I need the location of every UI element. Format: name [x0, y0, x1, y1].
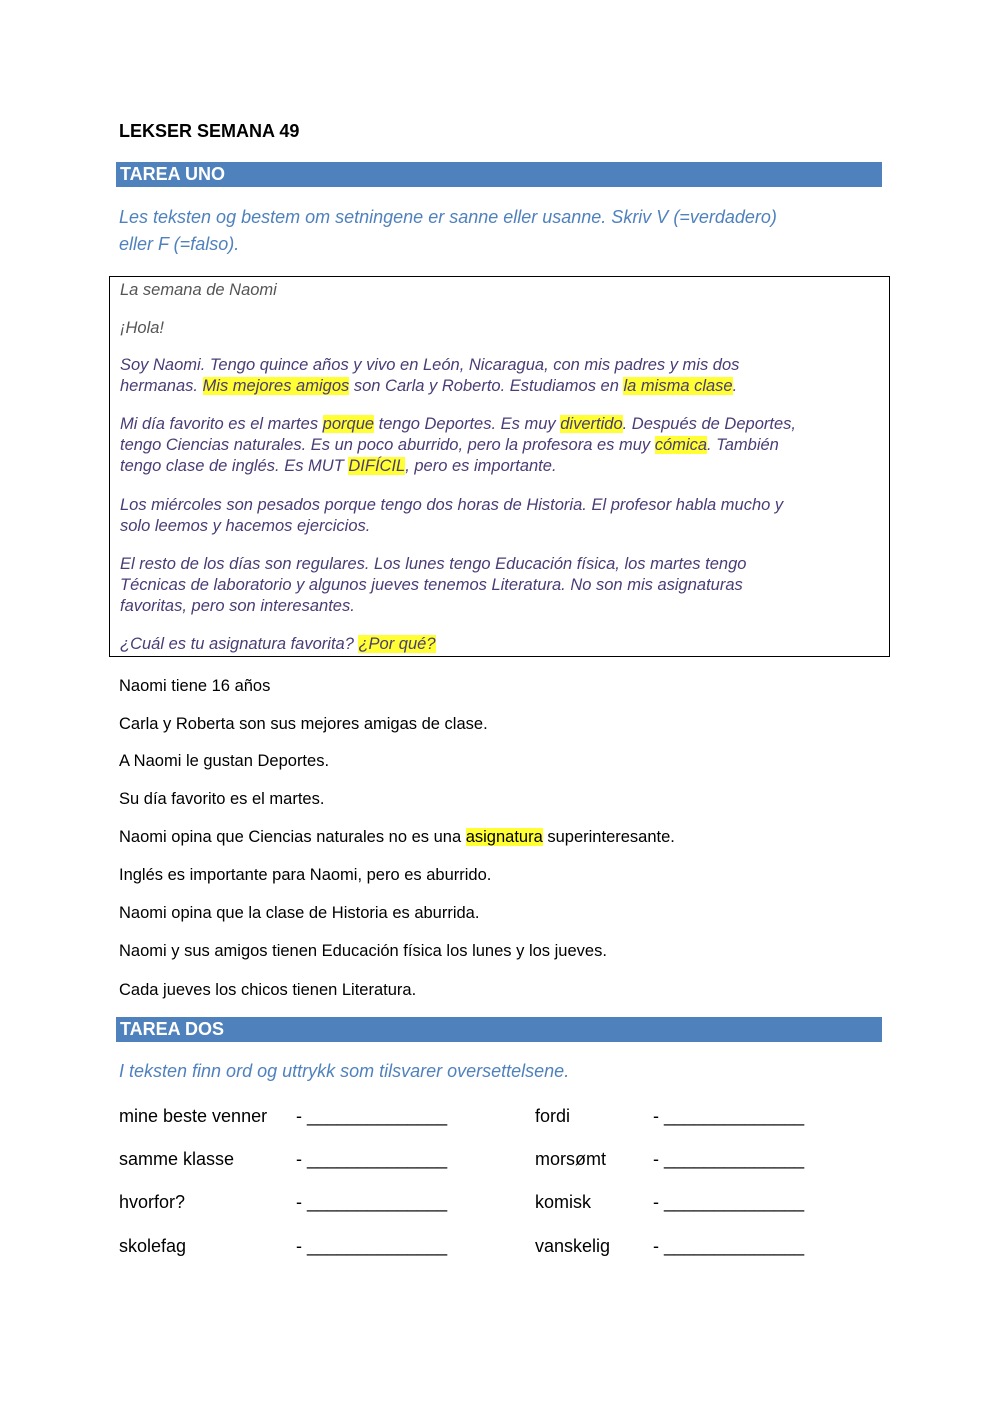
text-paragraph-4	[120, 554, 880, 617]
text-paragraph-3	[120, 495, 880, 537]
highlight-divertido: divertido	[560, 415, 623, 433]
statement-2: Carla y Roberta son sus mejores amigas de clase.	[119, 715, 488, 733]
page-title: LEKSER SEMANA 49	[119, 121, 300, 141]
statement-9: Cada jueves los chicos tienen Literatura.	[119, 981, 417, 999]
text-run: .	[732, 377, 738, 395]
text-run: Naomi opina que Ciencias naturales no es una	[119, 828, 466, 846]
highlight-la-misma-clase: la misma clase	[623, 377, 733, 395]
vocab-blank-2[interactable]: - ______________	[296, 1149, 448, 1169]
vocab-word-6: morsømt	[535, 1149, 606, 1169]
task2-instruction: I teksten finn ord og uttrykk som tilsvarer oversettelsene.	[119, 1061, 570, 1081]
text-run: Mi día favorito es el martes	[120, 415, 323, 433]
highlight-por-que: ¿Por qué?	[358, 635, 436, 653]
text-run: . También	[707, 436, 779, 454]
paragraph-line: favoritas, pero son interesantes.	[120, 597, 355, 615]
highlight-porque: porque	[322, 415, 375, 433]
paragraph-line: El resto de los días son regulares. Los lunes tengo Educación física, los martes tengo	[120, 555, 747, 573]
vocab-blank-8[interactable]: - ______________	[653, 1236, 805, 1256]
highlight-mis-mejores-amigos: Mis mejores amigos	[202, 377, 350, 395]
text-run: tengo Deportes. Es muy	[374, 415, 561, 433]
text-run: son Carla y Roberto. Estudiamos en	[349, 377, 624, 395]
text-run: , pero es importante.	[405, 457, 557, 475]
statement-4: Su día favorito es el martes.	[119, 790, 325, 808]
vocab-word-7: komisk	[535, 1192, 592, 1212]
paragraph-line: Soy Naomi. Tengo quince años y vivo en León, Nicaragua, con mis padres y mis dos	[120, 356, 740, 374]
vocab-word-3: hvorfor?	[119, 1192, 186, 1212]
section-header-tarea-dos: TAREA DOS	[116, 1017, 882, 1042]
reading-text-box	[109, 276, 890, 657]
statement-6: Inglés es importante para Naomi, pero es aburrido.	[119, 866, 492, 884]
vocab-word-2: samme klasse	[119, 1149, 235, 1169]
statement-1: Naomi tiene 16 años	[119, 677, 271, 695]
vocab-blank-4[interactable]: - ______________	[296, 1236, 448, 1256]
section-header-tarea-uno: TAREA UNO	[116, 162, 882, 187]
vocab-blank-5[interactable]: - ______________	[653, 1106, 805, 1126]
vocab-blank-7[interactable]: - ______________	[653, 1192, 805, 1212]
text-run: superinteresante.	[542, 828, 675, 846]
paragraph-line: solo leemos y hacemos ejercicios.	[120, 517, 371, 535]
highlight-dificil: DIFÍCIL	[348, 457, 406, 475]
statement-3: A Naomi le gustan Deportes.	[119, 752, 330, 770]
text-greeting: ¡Hola!	[120, 319, 165, 337]
text-run: tengo clase de inglés. Es MUT	[120, 457, 349, 475]
text-run: . Después de Deportes,	[622, 415, 796, 433]
vocab-word-8: vanskelig	[535, 1236, 611, 1256]
paragraph-line	[120, 414, 880, 435]
paragraph-line	[120, 376, 880, 397]
text-paragraph-2	[120, 414, 880, 477]
vocab-blank-3[interactable]: - ______________	[296, 1192, 448, 1212]
vocab-word-1: mine beste venner	[119, 1106, 268, 1126]
text-paragraph-1	[120, 355, 880, 397]
text-heading: La semana de Naomi	[120, 281, 277, 299]
vocab-word-4: skolefag	[119, 1236, 187, 1256]
paragraph-line: Técnicas de laboratorio y algunos jueves tenemos Literatura. No son mis asignaturas	[120, 576, 743, 594]
task1-instruction-line1: Les teksten og bestem om setningene er sanne eller usanne. Skriv V (=verdadero)	[119, 207, 777, 227]
vocab-blank-6[interactable]: - ______________	[653, 1149, 805, 1169]
paragraph-line	[120, 435, 880, 456]
statement-8: Naomi y sus amigos tienen Educación física los lunes y los jueves.	[119, 942, 607, 960]
vocab-word-5: fordi	[535, 1106, 571, 1126]
text-run: tengo Ciencias naturales. Es un poco aburrido, pero la profesora es muy	[120, 436, 655, 454]
paragraph-line: Los miércoles son pesados porque tengo dos horas de Historia. El profesor habla mucho y	[120, 496, 784, 514]
highlight-comica: cómica	[654, 436, 707, 454]
statement-7: Naomi opina que la clase de Historia es aburrida.	[119, 904, 480, 922]
statement-5	[119, 827, 675, 848]
vocab-blank-1[interactable]: - ______________	[296, 1106, 448, 1126]
text-run: ¿Cuál es tu asignatura favorita?	[120, 635, 359, 653]
task1-instruction-line2: eller F (=falso).	[119, 234, 240, 254]
text-closing	[120, 634, 880, 655]
text-run: hermanas.	[120, 377, 203, 395]
paragraph-line	[120, 456, 880, 477]
highlight-asignatura: asignatura	[465, 828, 543, 846]
task1-instruction	[119, 204, 879, 258]
